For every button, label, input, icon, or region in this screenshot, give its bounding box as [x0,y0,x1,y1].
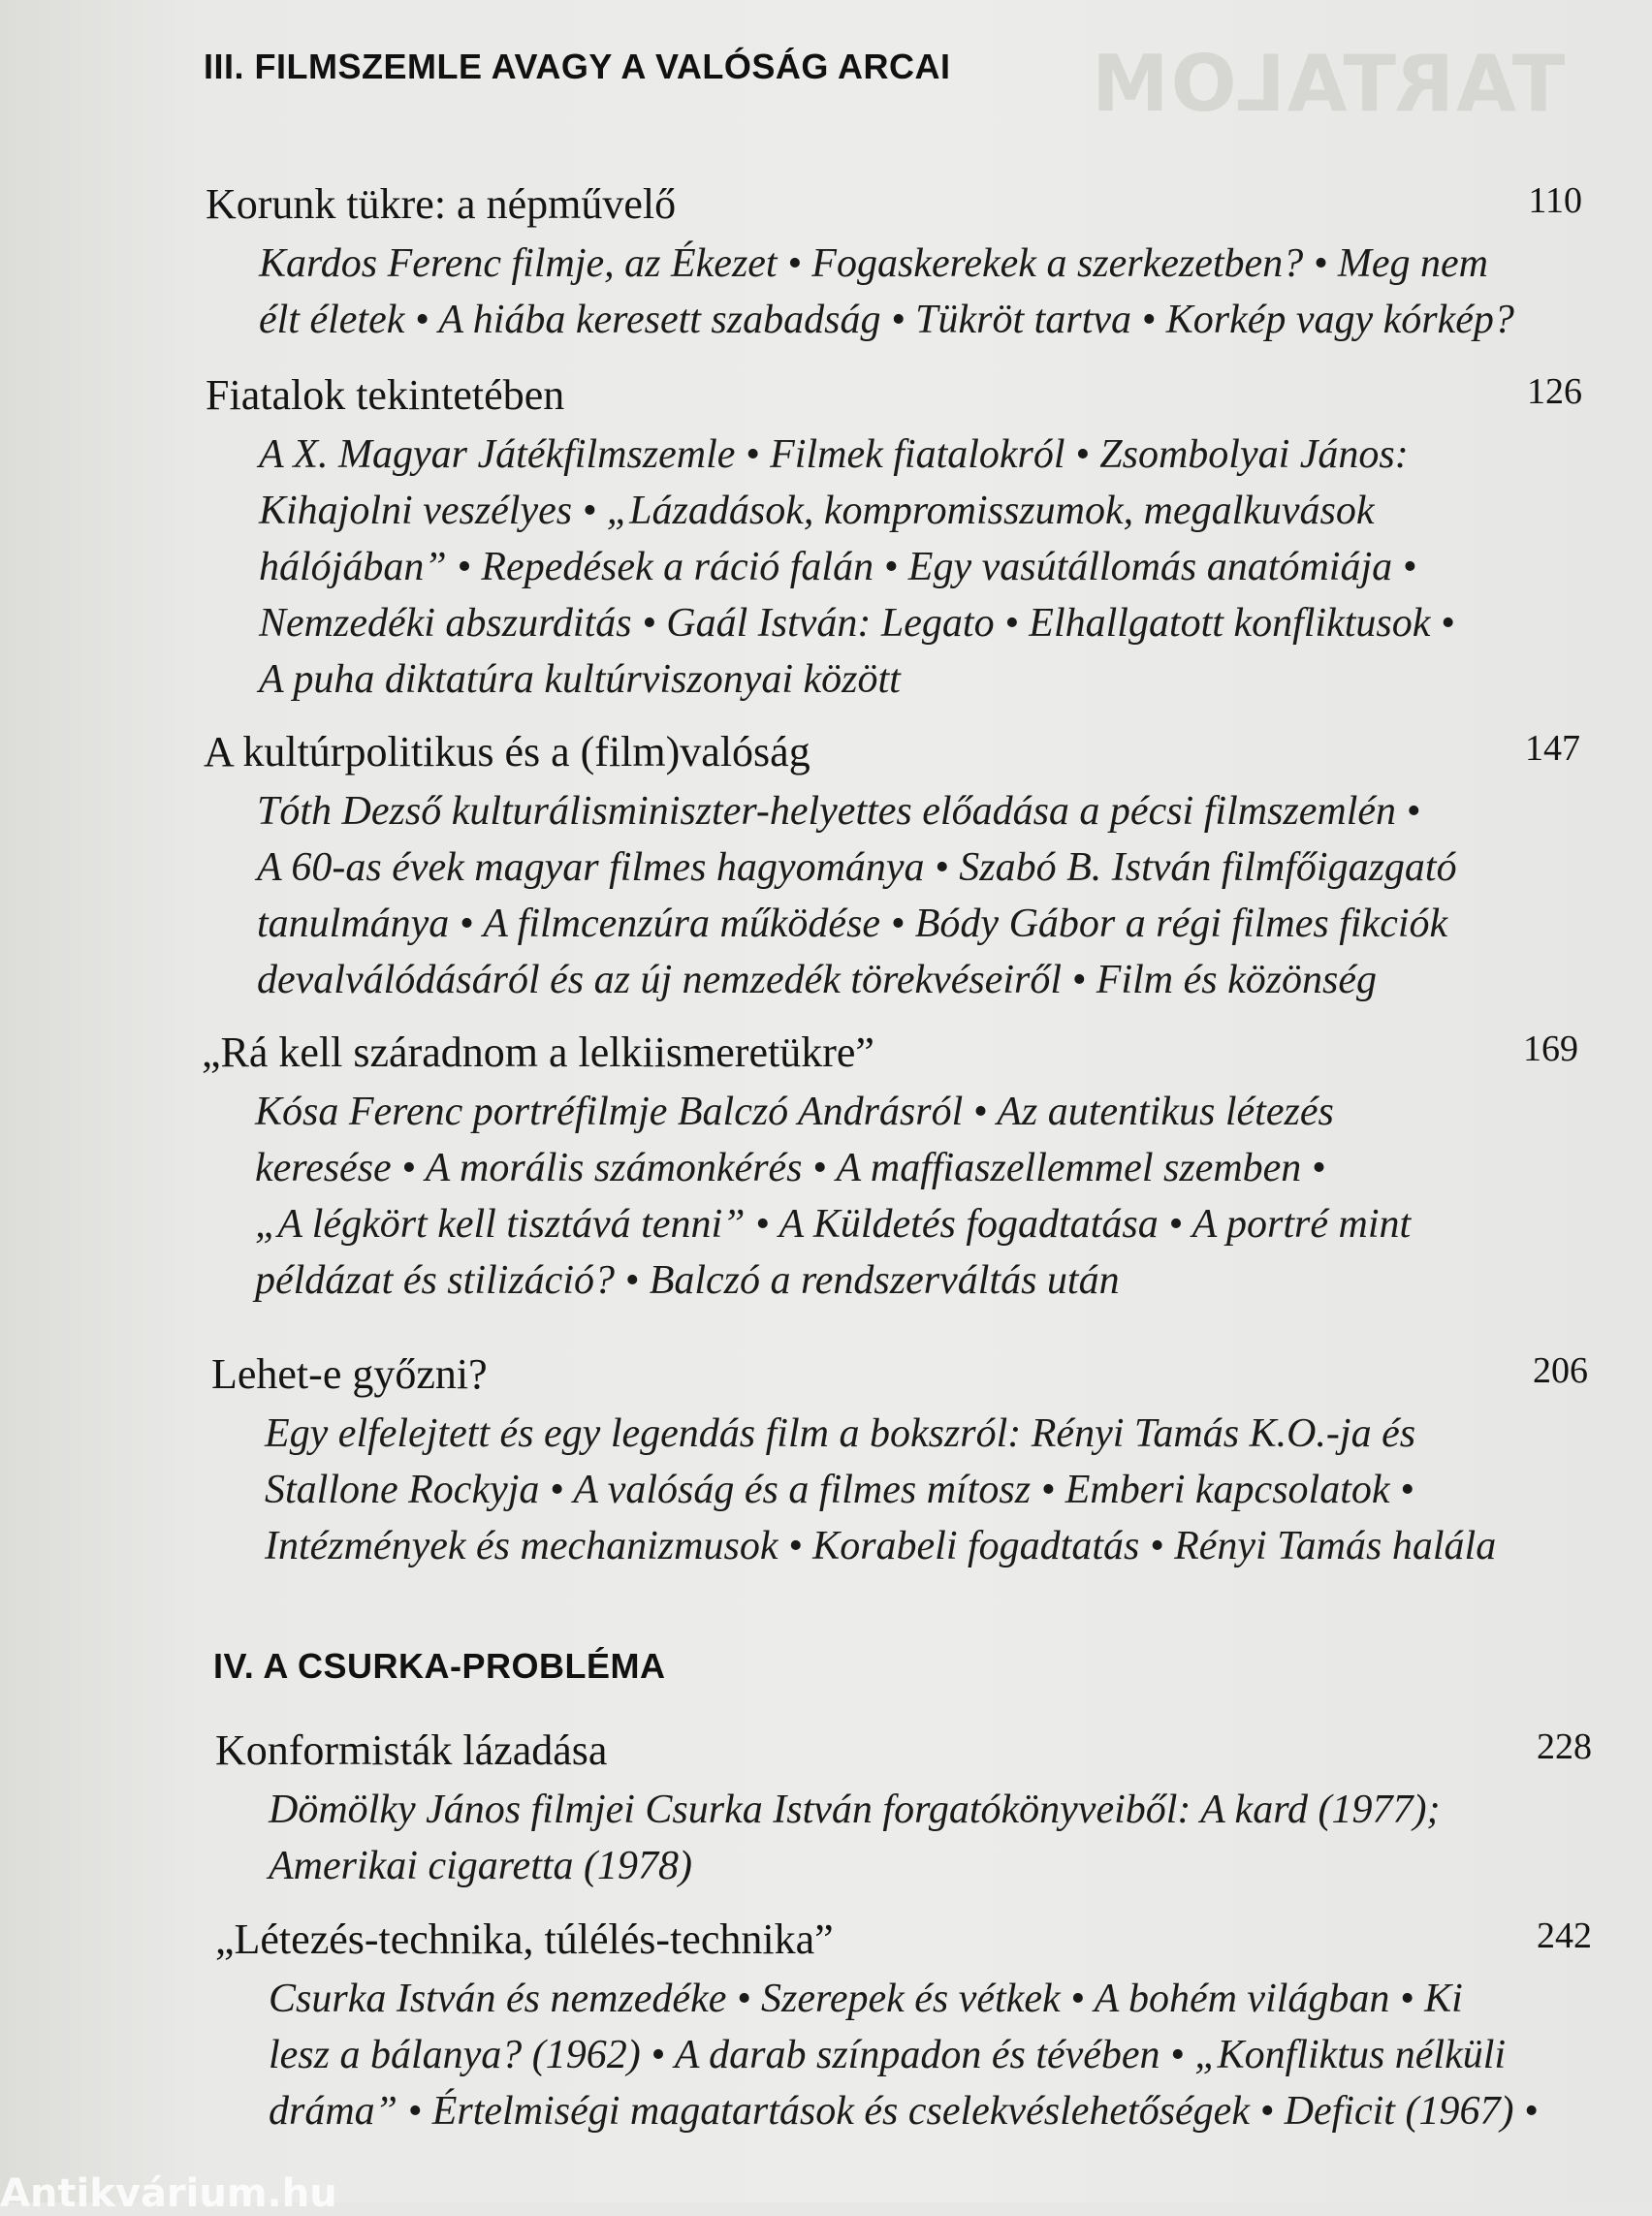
description-line: lesz a bálanya? (1962) • A darab színpadon és tévében • „Konfliktus nélküli [269,2033,1507,2077]
toc-entry[interactable] [211,1349,1588,1574]
toc-entry[interactable] [215,1725,1592,1894]
entry-title: A kultúrpolitikus és a (film)valóság [204,728,810,776]
description-line: A X. Magyar Játékfilmszemle • Filmek fiatalokról • Zsombolyai János: [259,432,1409,477]
description-line: Amerikai cigaretta (1978) [269,1844,693,1888]
entry-page-number: 110 [1528,180,1582,221]
toc-entry[interactable] [202,1028,1578,1309]
description-line: Tóth Dezső kulturálisminiszter-helyettes előadása a pécsi filmszemlén • [257,789,1421,834]
description-line: devalválódásáról és az új nemzedék törekvéseiről • Film és közönség [257,958,1378,1002]
toc-entry[interactable] [206,179,1582,348]
entry-title: Fiatalok tekintetében [206,371,565,419]
description-line: Kardos Ferenc filmje, az Ékezet • Fogaskerekek a szerkezetben? • Meg nem [259,241,1488,286]
description-line: tanulmánya • A filmcenzúra működése • Bódy Gábor a régi filmes fikciók [257,902,1448,946]
description-line: Kihajolni veszélyes • „Lázadások, kompromisszumok, megalkuvások [259,489,1375,533]
description-line: élt életek • A hiába keresett szabadság • Tükröt tartva • Korkép vagy kórkép? [259,298,1514,342]
description-line: Kósa Ferenc portréfilmje Balczó Andrásról • Az autentikus létezés [255,1090,1334,1134]
entry-description [259,427,1548,708]
toc-entry[interactable] [206,370,1582,708]
entry-title: Korunk tükre: a népművelő [206,180,677,228]
entry-page-number: 206 [1533,1350,1588,1391]
description-line: példázat és stilizáció? • Balczó a rendszerváltás után [255,1258,1120,1303]
description-line: keresése • A morális számonkérés • A maffiaszellemmel szemben • [255,1146,1326,1190]
entry-page-number: 169 [1523,1029,1578,1069]
entry-description [265,1406,1554,1574]
entry-description [255,1084,1544,1309]
entry-title: „Létezés-technika, túlélés-technika” [215,1915,834,1963]
bleed-through-text: TARTALOM [1089,39,1565,129]
description-line: A puha diktatúra kultúrviszonyai között [259,657,901,702]
entry-title: Konformisták lázadása [215,1726,608,1774]
entry-page-number: 242 [1537,1915,1592,1956]
description-line: hálójában” • Repedések a ráció falán • Egy vasútállomás anatómiája • [259,545,1417,589]
description-line: A 60-as évek magyar filmes hagyománya • Szabó B. István filmfőigazgató [257,845,1457,890]
watermark: Antikvárium.hu [0,2171,337,2216]
entry-page-number: 147 [1525,728,1580,769]
description-line: Csurka István és nemzedéke • Szerepek és vétkek • A bohém világban • Ki [269,1977,1463,2021]
entry-title: „Rá kell száradnom a lelkiismeretükre” [202,1029,874,1076]
section-heading-4: IV. A CSURKA-PROBLÉMA [213,1646,666,1686]
entry-description [257,783,1546,1008]
description-line: Dömölky János filmjei Csurka István forgatókönyveiből: A kard (1977); [269,1788,1441,1832]
section-heading-3: III. FILMSZEMLE AVAGY A VALÓSÁG ARCAI [204,47,951,86]
toc-entry[interactable] [215,1915,1592,2139]
entry-description [269,1782,1558,1894]
entry-description [259,236,1548,348]
description-line: dráma” • Értelmiségi magatartások és cselekvéslehetőségek • Deficit (1967) • [269,2089,1539,2134]
description-line: Intézmények és mechanizmusok • Korabeli fogadtatás • Rényi Tamás halála [265,1524,1497,1568]
entry-page-number: 126 [1527,371,1582,412]
description-line: Egy elfelejtett és egy legendás film a bokszról: Rényi Tamás K.O.-ja és [265,1411,1416,1456]
description-line: „A légkört kell tisztává tenni” • A Küldetés fogadtatása • A portré mint [255,1202,1412,1247]
entry-title: Lehet-e győzni? [211,1350,488,1398]
entry-description [269,1971,1558,2139]
description-line: Stallone Rockyja • A valóság és a filmes mítosz • Emberi kapcsolatok • [265,1468,1414,1512]
entry-page-number: 228 [1537,1726,1592,1767]
table-of-contents [202,39,1592,2134]
toc-entry[interactable] [204,727,1580,1008]
description-line: Nemzedéki abszurditás • Gaál István: Legato • Elhallgatott konfliktusok • [259,601,1455,646]
